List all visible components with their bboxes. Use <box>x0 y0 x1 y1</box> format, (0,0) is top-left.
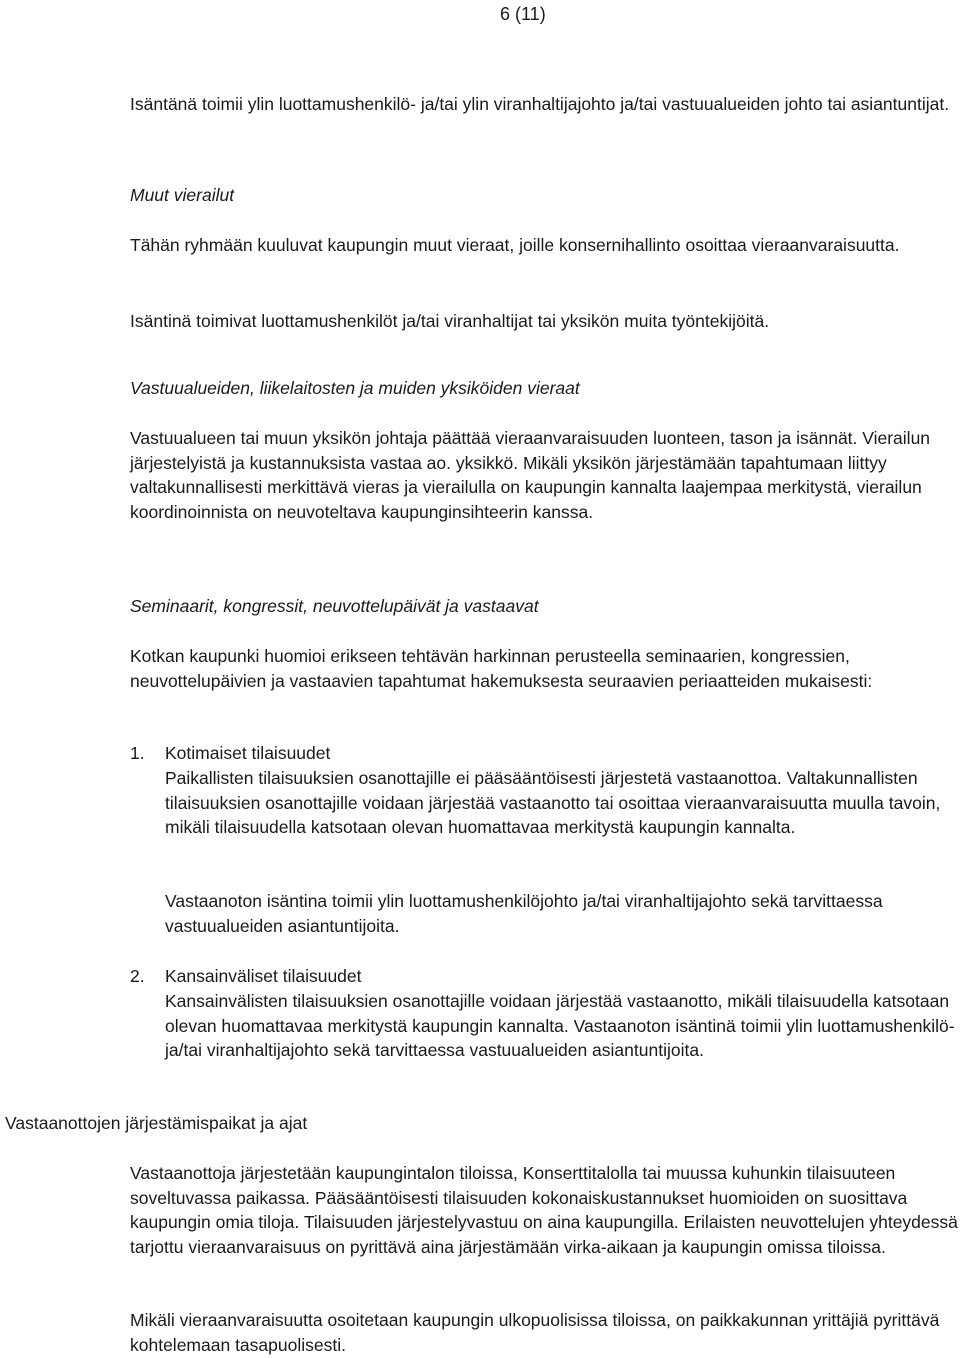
muut-vierailut-paragraph-1: Tähän ryhmään kuuluvat kaupungin muut vieraat, joille konsernihallinto osoittaa vieraanvaraisuutta. <box>130 235 900 255</box>
list-item-number-1: 1. <box>130 743 145 763</box>
seminaarit-paragraph: Kotkan kaupunki huomioi erikseen tehtävän harkinnan perusteella seminaarien, kongressien, neuvottelupäivien ja vastaavien tapahtumat hakemuksesta seuraavien periaatteiden mukaisesti: <box>130 646 873 691</box>
list-item-text-1: Paikallisten tilaisuuksien osanottajille ei pääsääntöisesti järjestetä vastaanottoa. Valtakunnallisten tilaisuuksien osanottajille voidaan järjestää vastaanotto tai osoittaa vieraanvaraisuutta muulla tavoin, mikäli tilaisuudella katsotaan olevan huomattavaa merkitystä kaupungin kannalta. <box>165 768 941 837</box>
list-item-text-1b: Vastaanoton isäntina toimii ylin luottamushenkilöjohto ja/tai viranhaltijajohto sekä tarvittaessa vastuualueiden asiantuntijoita. <box>165 891 883 936</box>
list-item-title-2: Kansainväliset tilaisuudet <box>165 966 362 986</box>
list-item-title-1: Kotimaiset tilaisuudet <box>165 743 331 763</box>
intro-paragraph: Isäntänä toimii ylin luottamushenkilö- ja/tai ylin viranhaltijajohto ja/tai vastuualueiden johto tai asiantuntijat. <box>130 94 950 114</box>
section-heading-muut-vierailut: Muut vierailut <box>130 185 235 205</box>
list-item-text-2: Kansainvälisten tilaisuuksien osanottajille voidaan järjestää vastaanotto, mikäli tilaisuudella katsotaan olevan huomattavaa merkitystä kaupungin kannalta. Vastaanoton isäntinä toimii ylin luottamushenkilö- ja/tai viranhaltijajohto sekä tarvittaessa vastuualueiden asiantuntijoita. <box>165 991 955 1060</box>
section-heading-vastuualueiden-vieraat: Vastuualueiden, liikelaitosten ja muiden yksiköiden vieraat <box>130 378 580 398</box>
jarjestamispaikat-paragraph-1: Vastaanottoja järjestetään kaupungintalon tiloissa, Konserttitalolla tai muussa kuhunkin tilaisuuteen soveltuvassa paikassa. Pääsääntöisesti tilaisuuden kokonaiskustannukset huomioiden on suosittava kaupungin omia tiloja. Tilaisuuden järjestelyvastuu on aina kaupungilla. Erilaisten neuvottelujen yhteydessä tarjottu vieraanvaraisuus on pyrittävä aina järjestämään virka-aikaan ja kaupungin omissa tiloissa. <box>130 1163 958 1257</box>
section-heading-jarjestamispaikat: Vastaanottojen järjestämispaikat ja ajat <box>5 1113 308 1133</box>
page-number: 6 (11) <box>500 4 546 24</box>
section-heading-seminaarit: Seminaarit, kongressit, neuvottelupäivät ja vastaavat <box>130 596 539 616</box>
muut-vierailut-paragraph-2: Isäntinä toimivat luottamushenkilöt ja/tai viranhaltijat tai yksikön muita työntekijöitä. <box>130 311 770 331</box>
jarjestamispaikat-paragraph-2: Mikäli vieraanvaraisuutta osoitetaan kaupungin ulkopuolisissa tiloissa, on paikkakunnan yrittäjiä pyrittävä kohtelemaan tasapuolisesti. <box>130 1310 940 1355</box>
vastuualueiden-vieraat-paragraph: Vastuualueen tai muun yksikön johtaja päättää vieraanvaraisuuden luonteen, tason ja isännät. Vierailun järjestelyistä ja kustannuksista vastaa ao. yksikkö. Mikäli yksikön järjestämään tapahtumaan liittyy valtakunnallisesti merkittävä vieras ja vierailulla on kaupungin kannalta laajempaa merkitystä, vierailun koordinoinnista on neuvoteltava kaupunginsihteerin kanssa. <box>130 428 931 522</box>
list-item-number-2: 2. <box>130 966 145 986</box>
